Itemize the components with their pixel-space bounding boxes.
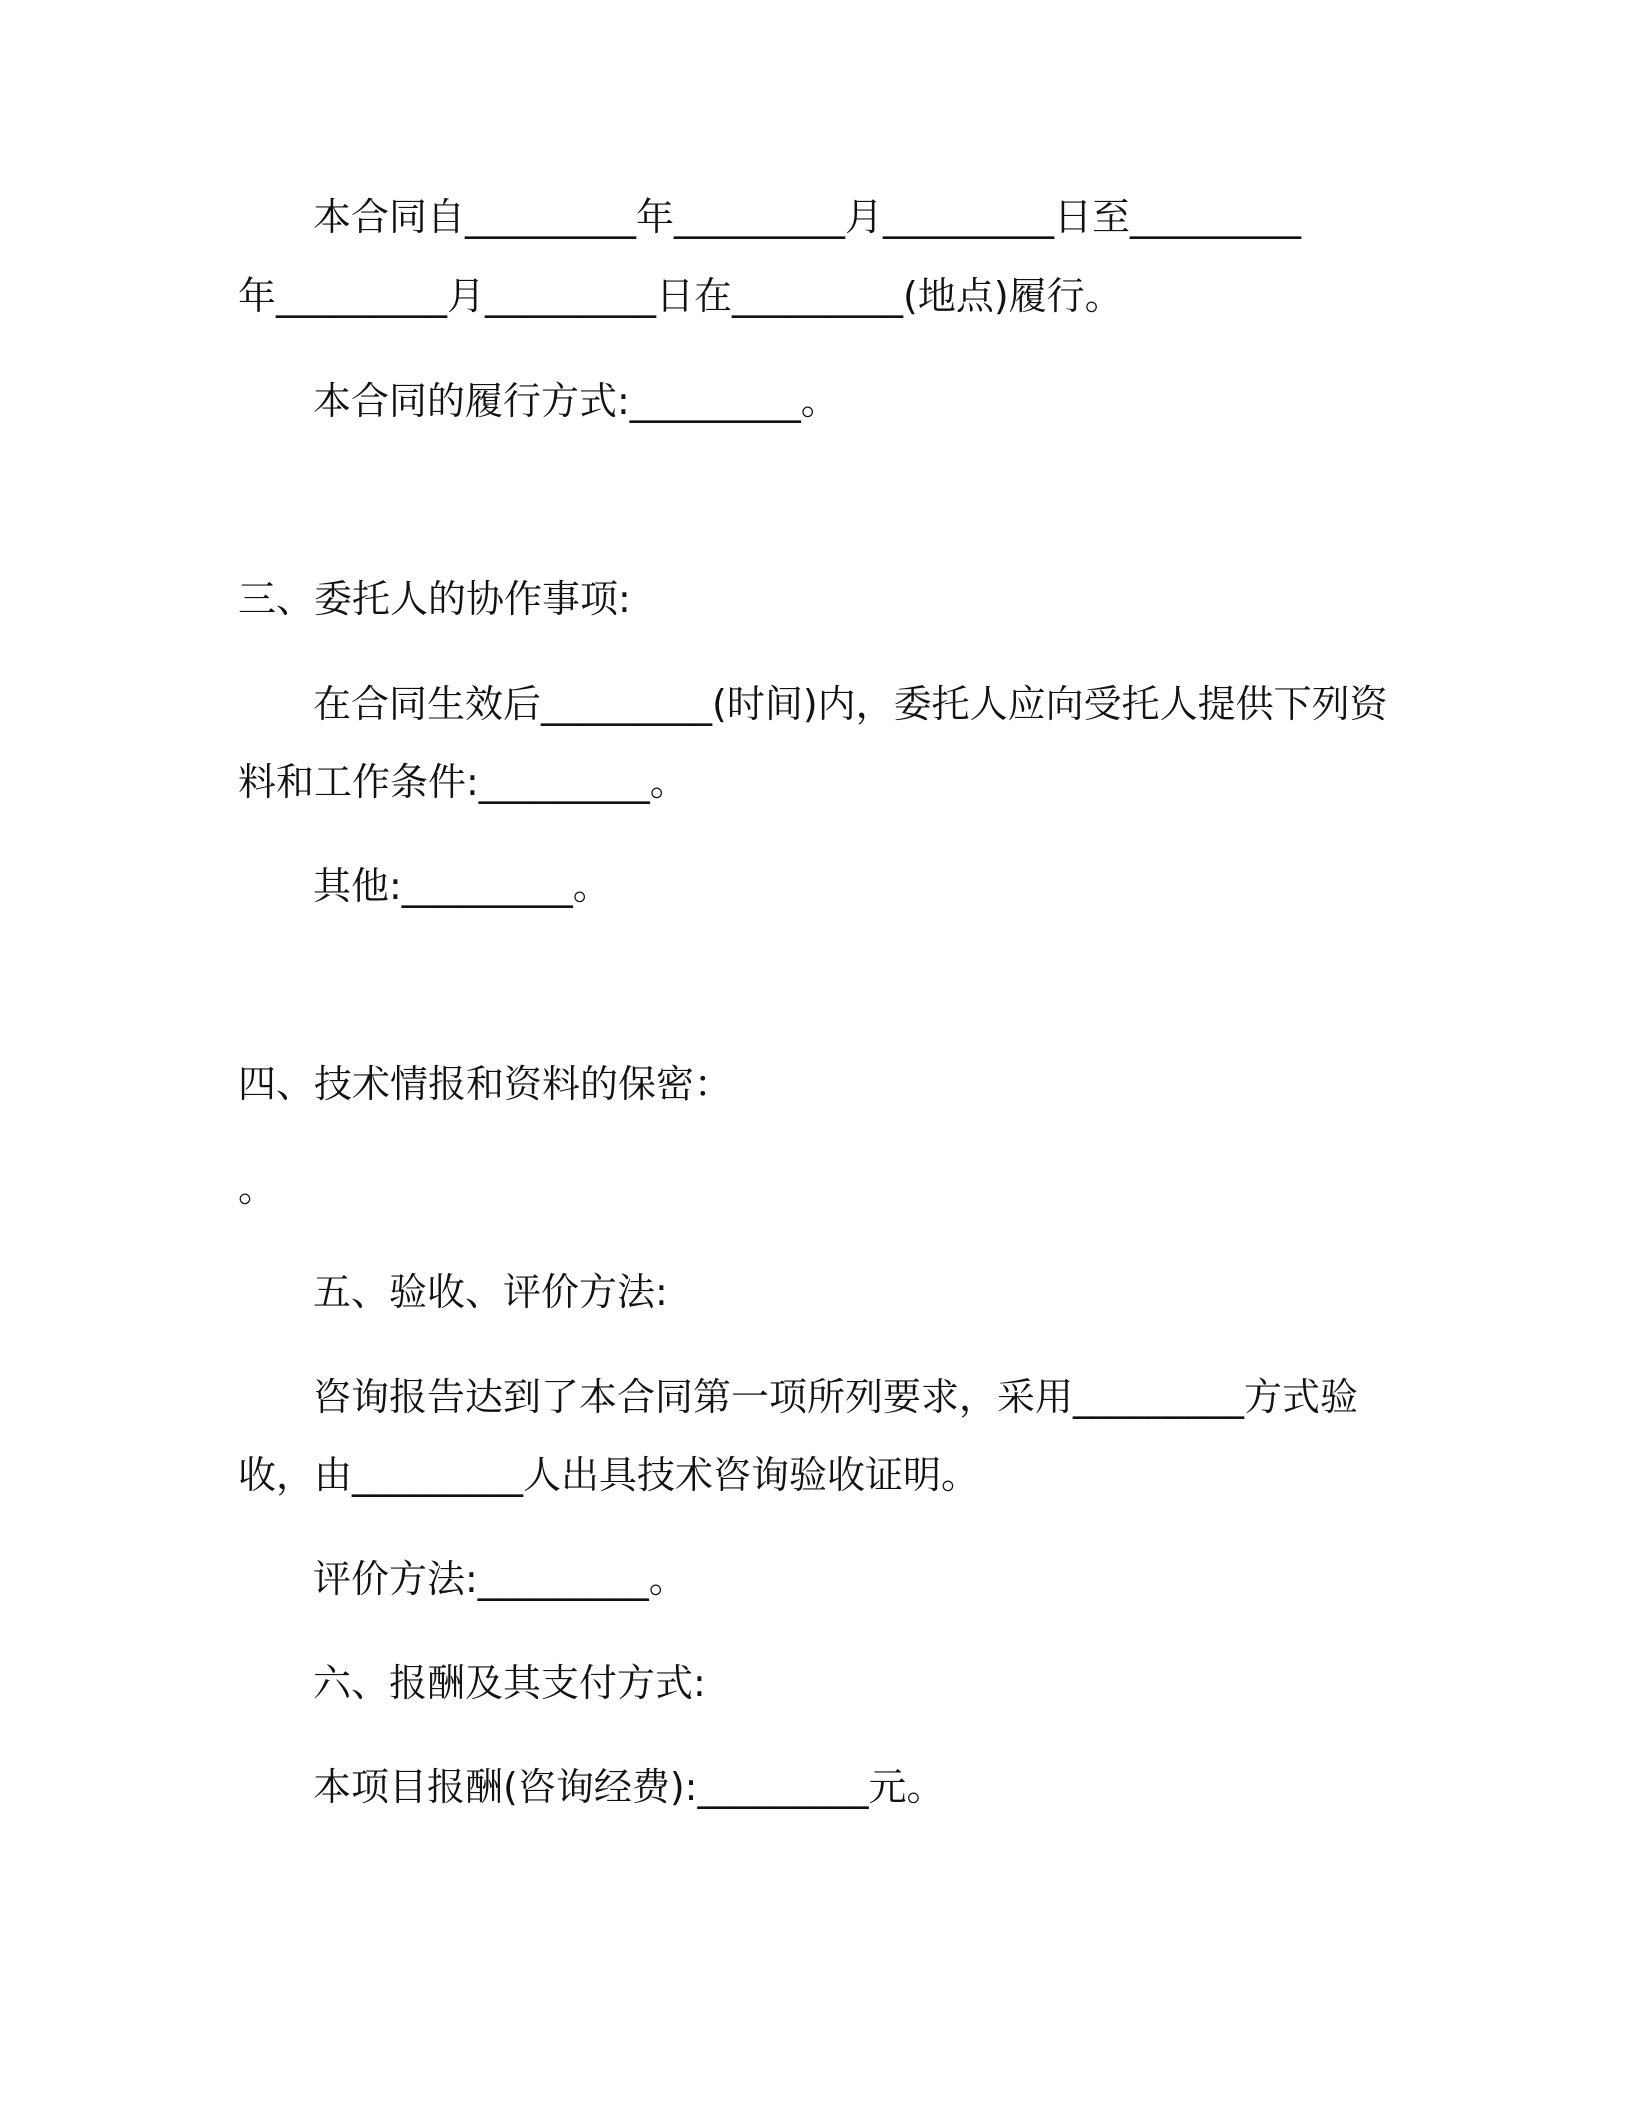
contract-term-line-2: 年_________月_________日在_________(地点)履行。	[238, 274, 1123, 318]
section-5-paragraph-line-1: 咨询报告达到了本合同第一项所列要求，采用_________方式验	[313, 1375, 1359, 1419]
contract-term-line-1: 本合同自_________年_________月_________日至_________	[313, 195, 1302, 239]
section-4-heading: 四、技术情报和资料的保密：	[238, 1062, 733, 1106]
section-3-other: 其他:_________。	[313, 864, 611, 908]
section-4-body: 。	[238, 1166, 277, 1210]
section-5-heading: 五、验收、评价方法:	[313, 1270, 668, 1314]
section-6-fee: 本项目报酬(咨询经费):_________元。	[313, 1765, 945, 1809]
section-5-paragraph-line-2: 收，由_________人出具技术咨询验收证明。	[238, 1453, 980, 1497]
section-5-evaluation: 评价方法:_________。	[313, 1557, 687, 1601]
section-3-paragraph-line-2: 料和工作条件:_________。	[238, 760, 688, 804]
performance-method: 本合同的履行方式:_________。	[313, 379, 839, 423]
section-3-paragraph-line-1: 在合同生效后_________(时间)内，委托人应向受托人提供下列资	[313, 682, 1388, 726]
section-3-heading: 三、委托人的协作事项:	[238, 577, 631, 621]
section-6-heading: 六、报酬及其支付方式:	[313, 1661, 706, 1705]
